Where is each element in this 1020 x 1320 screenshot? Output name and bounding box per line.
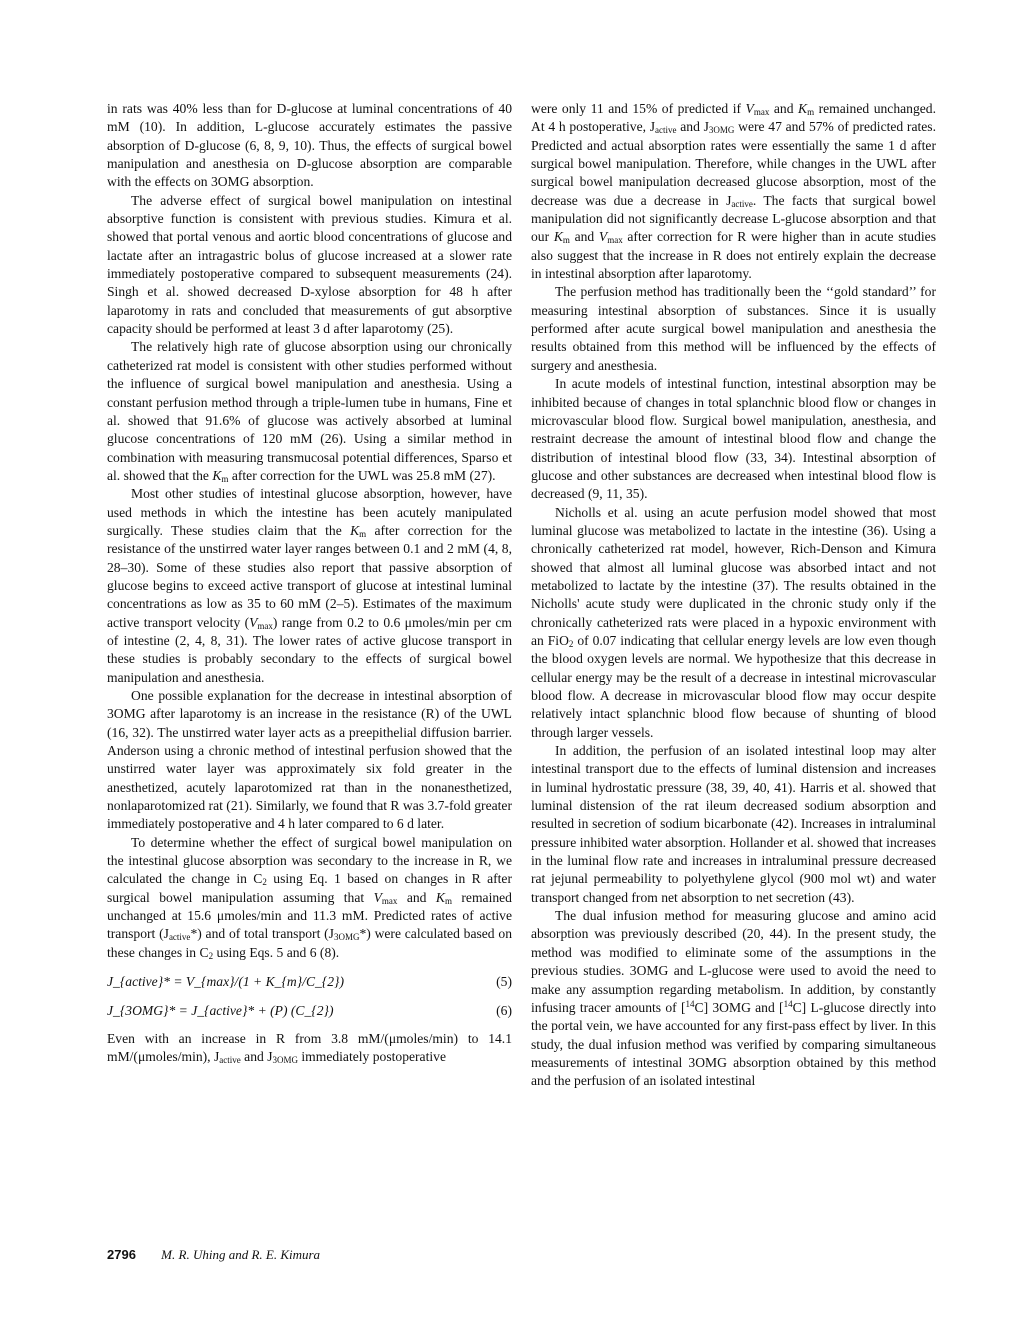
- equation-5: [107, 973, 512, 991]
- page-footer: [107, 1247, 320, 1263]
- equation-text: J_{active}* = V_{max}/(1 + K_{m}/C_{2}): [107, 974, 345, 990]
- paragraph: The adverse effect of surgical bowel manipulation on intestinal absorptive function is consistent with previous studies. Kimura et al. showed that portal venous and aortic blood concentrations of glucose and lactate after an intragastric bolus of glucose increased at a slower rate immediately postoperative compared to subsequent measurements (24). Singh et al. showed decreased D-xylose absorption for 48 h after laparotomy in rats and concluded that measurements of gut absorptive capacity should be performed at least 3 d after laparotomy (25).: [107, 192, 512, 337]
- paragraph: were only 11 and 15% of predicted if $V_{max}$ and $K_m$ remained unchanged. At 4 h postoperative, $J_{active}$ and $J_{3OMG}$ were 47 and 57% of predicted rates. Predicted and actual absorption rates were essentially the same 1 d after surgical bowel manipulation. Therefore, while changes in the UWL after surgical bowel manipulation decreased glucose absorption, most of the decrease was due a decrease in $J_{active}$. The facts that surgical bowel manipulation did not significantly decrease L-glucose absorption and that our $K_m$ and $V_{max}$ after correction for R were higher than in acute studies also suggest that the increase in R does not entirely explain the decrease in intestinal absorption after laparotomy.: [531, 101, 936, 282]
- paragraph: The perfusion method has traditionally been the ‘‘gold standard’’ for measuring intestinal absorption of substances. Since it is usually performed after acute surgical bowel manipulation and anesthesia the results obtained from this method will be influenced by the effects of surgery and anesthesia.: [531, 284, 936, 373]
- paragraph: The relatively high rate of glucose absorption using our chronically catheterized rat model is consistent with other studies performed without the influence of surgical bowel manipulation and anesthesia. Using a constant perfusion method through a triple-lumen tube in humans, Fine et al. showed that 91.6% of glucose was actively absorbed at luminal glucose concentrations of 120 mM (26). Using a similar method in combination with measuring transmucosal potential differences, Sparso et al. showed that the $K_m$ after correction for the UWL was 25.8 mM (27).: [107, 339, 512, 484]
- running-authors: M. R. Uhing and R. E. Kimura: [161, 1247, 321, 1262]
- page-number: 2796: [107, 1247, 136, 1262]
- paragraph: In acute models of intestinal function, intestinal absorption may be inhibited because of changes in total splanchnic blood flow or changes in microvascular blood flow. Surgical bowel manipulation, anesthesia, and restraint decrease the amount of intestinal blood flow and change the distribution of intestinal blood flow (33, 34). Intestinal absorption of glucose and other substances are decreased when intestinal blood flow is decreased (9, 11, 35).: [531, 376, 936, 502]
- equation-number: (5): [496, 974, 512, 990]
- paragraph: The dual infusion method for measuring glucose and amino acid absorption was previously described (20, 44). In the present study, the method was modified to eliminate some of the assumptions in the previous studies. 3OMG and L-glucose were used to avoid the need to make any assumption regarding metabolism. In addition, by constantly infusing tracer amounts of [$^{14}$C] 3OMG and [$^{14}$C] L-glucose directly into the portal vein, we have accounted for any first-pass effect by liver. In this study, the dual infusion method was verified by comparing simultaneous measurements of intestinal 3OMG absorption obtained by this method and the perfusion of an isolated intestinal: [531, 908, 937, 1089]
- paragraph: Even with an increase in R from 3.8 mM/(μmoles/min) to 14.1 mM/(μmoles/min), $J_{active}$ and $J_{3OMG}$ immediately postoperative: [107, 1030, 512, 1066]
- equation-number: (6): [496, 1002, 512, 1018]
- right-column: [531, 100, 936, 1091]
- equation-6: [107, 1002, 512, 1020]
- paragraph: In addition, the perfusion of an isolated intestinal loop may alter intestinal transport due to the effects of luminal distension and increases in luminal hydrostatic pressure (38, 39, 40, 41). Harris et al. showed that luminal distension of the rat ileum decreased sodium absorption and resulted in secretion of sodium bicarbonate (42). Increases in intraluminal pressure inhibited water absorption. Hollander et al. showed that increases in the luminal flow rate and increases in intraluminal pressure decreased rat jejunal permeability to polyethylene glycol (900 mol wt) and water transport changed from net absorption to net secretion (43).: [531, 743, 936, 905]
- paragraph: To determine whether the effect of surgical bowel manipulation on the intestinal glucose absorption was secondary to the increase in R, we calculated the change in $C_2$ using Eq. 1 based on changes in R after surgical bowel manipulation assuming that $V_{max}$ and $K_m$ remained unchanged at 15.6 μmoles/min and 11.3 mM. Predicted rates of active transport $(J_{active}*)$ and of total transport $(J_{3OMG}*)$ were calculated based on these changes in $C_2$ using Eqs. 5 and 6 (8).: [107, 834, 512, 961]
- paragraph: One possible explanation for the decrease in intestinal absorption of 3OMG after laparotomy is an increase in the resistance (R) of the UWL (16, 32). The unstirred water layer acts as a preepithelial diffusion barrier. Anderson using a chronic method of intestinal perfusion showed that the unstirred water layer was approximately six fold greater in the anesthetized, acutely laparotomized rat than in the nonanesthetized, nonlaparotomized rat (21). Similarly, we found that R was 3.7-fold greater immediately postoperative and 4 h later compared to 6 d later.: [107, 688, 512, 832]
- equation-text: J_{3OMG}* = J_{active}* + (P) (C_{2}): [107, 1002, 334, 1018]
- paragraph: in rats was 40% less than for D-glucose at luminal concentrations of 40 mM (10). In addition, L-glucose accurately estimates the passive absorption of D-glucose (6, 8, 9, 10). Thus, the effects of surgical bowel manipulation and anesthesia on D-glucose absorption are comparable with the effects on 3OMG absorption.: [107, 101, 512, 190]
- paragraph: Nicholls et al. using an acute perfusion model showed that most luminal glucose was metabolized to lactate in the intestine (36). Using a chronically catheterized rat model, however, Rich-Denson and Kimura showed that almost all luminal glucose was absorbed intact and not metabolized to lactate by the intestine (37). The results obtained in the Nicholls' acute study were duplicated in the chronic study only if the chronically catheterized rats were placed in a hypoxic environment with an FiO$_2$ of 0.07 indicating that cellular energy levels are low even though the blood oxygen levels are normal. We hypothesize that this decrease in cellular energy may be the result of a decrease in intestinal microvascular blood flow. A decrease in microvascular blood flow may occur despite relatively intact splanchnic blood flow because of shunting of blood through larger vessels.: [531, 504, 936, 740]
- paragraph: Most other studies of intestinal glucose absorption, however, have used methods in which the intestine has been acutely manipulated surgically. These studies claim that the $K_m$ after correction for the resistance of the unstirred water layer ranges between 0.1 and 2 mM (4, 8, 28–30). Some of these studies also report that passive absorption of glucose begins to exceed active transport of glucose at intestinal luminal concentrations as low as 35 to 60 mM (2–5). Estimates of the maximum active transport velocity $(V_{max})$ range from 0.2 to 0.6 μmoles/min per cm of intestine (2, 4, 8, 31). The lower rates of active glucose transport in these studies is probably secondary to the effects of surgical bowel manipulation and anesthesia.: [107, 486, 512, 685]
- left-column: [107, 100, 512, 1067]
